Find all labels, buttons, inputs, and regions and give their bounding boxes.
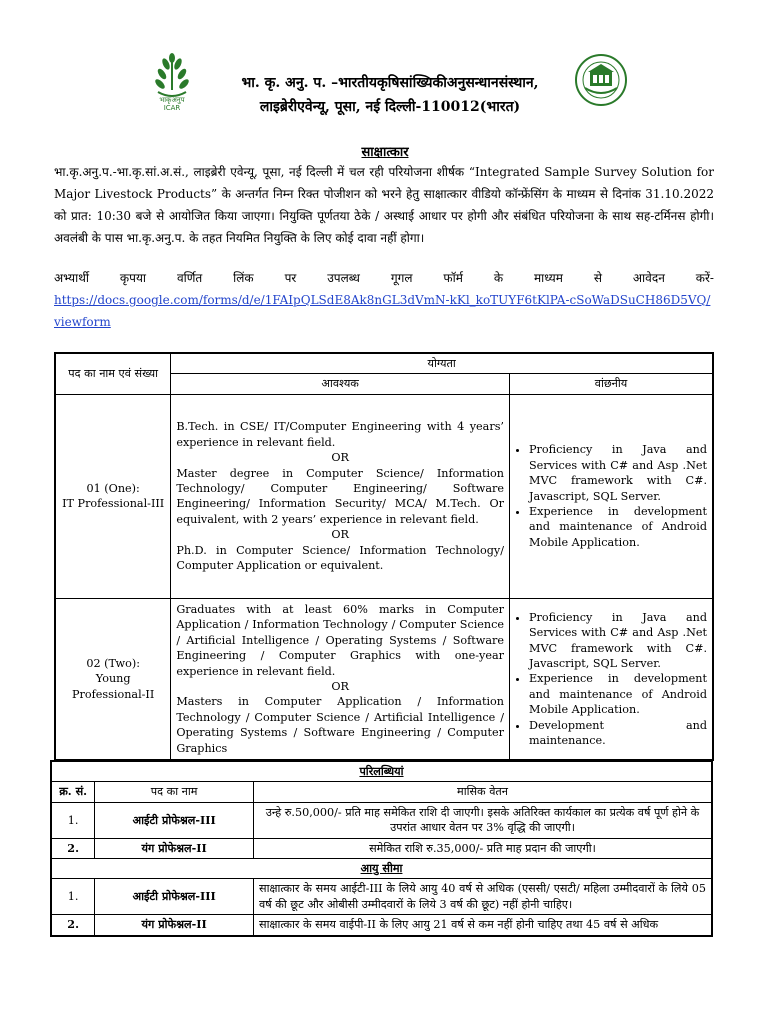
essential-line: Master degree in Computer Science/ Information Technology/ Computer Engineering/ Software Engineering/ Information Security/ MCA/ M.Tech. Or equivalent, with 2 years’ experience in relevant field. [176, 466, 504, 526]
essential-line: B.Tech. in CSE/ IT/Computer Engineering with 4 years’ experience in relevant field. [176, 420, 504, 449]
essential-or: OR [331, 451, 349, 465]
age-title-row [51, 859, 712, 879]
salary-cell: समेकित राशि रु.35,000/- प्रति माह प्रदान की जाएगी। [254, 838, 712, 858]
qualification-header-row [55, 353, 713, 374]
list-item: • Development and maintenance. [529, 718, 707, 749]
table-row [51, 915, 712, 936]
intro-paragraph: भा.कृ.अनु.प.-भा.कृ.सां.अ.सं., लाइब्रेरी एवेन्यू, पूसा, नई दिल्ली में चल रही परियोजना शीर्षक “Integrated Sample Survey Solution for Major Livestock Products” के अन्तर्गत निम्न रिक्त पोजीशन को भरने हेतु साक्षात्कार वीडियो कॉन्फ्रेंसिंग के माध्यम से दिनांक 31.10.2022 को प्रात: 10:30 बजे से आयोजित किया जाएगा। नियुक्ति पूर्णतया ठेके / अस्थाई आधार पर होगी और संबंधित परियोजना के साथ सह-टर्मिनस होगी। अवलंबी के पास भा.कृ.अनु.प. के तहत नियमित नियुक्ति के लिए कोई दावा नहीं होगा। [54, 165, 714, 245]
sno-cell: 2. [51, 915, 95, 936]
emoluments-header-row [51, 782, 712, 802]
post-cell: यंग प्रोफेश्नल-II [95, 915, 254, 936]
google-form-link[interactable]: https://docs.google.com/forms/d/e/1FAIpQLSdE8Ak8nGL3dVmN-kKl_koTUYF6tKlPA-cSoWaDSuCH86D5VQ/viewform [54, 293, 711, 329]
essential-or: OR [331, 528, 349, 542]
post-cell: यंग प्रोफेश्नल-II [95, 838, 254, 858]
apply-paragraph [54, 267, 714, 333]
post-cell: आईटी प्रोफेश्नल-III [95, 802, 254, 838]
list-item: • Proficiency in Java and Services with C# and Asp .Net MVC framework with C#. Javascript, SQL Server. [529, 442, 707, 504]
org-address-line2: लाइब्रेरीएवेन्यू, पूसा, नई दिल्ली-110012(भारत) [259, 99, 521, 115]
age-cell: साक्षात्कार के समय वाईपी-II के लिए आयु 21 वर्ष से कम नहीं होनी चाहिए तथा 45 वर्ष से अधिक [254, 915, 712, 936]
salary-cell: उन्हे रु.50,000/- प्रति माह समेकित राशि दी जाएगी। इसके अतिरिक्त कार्यकाल का प्रत्येक वर्ष पूर्ण होने के उपरांत आधार वेतन पर 3% वृद्धि की जाएगी। [254, 802, 712, 838]
table-row [55, 598, 713, 760]
svg-text:भाकृअनुप: भाकृअनुप [159, 96, 185, 104]
essential-cell [171, 394, 510, 598]
sno-cell: 2. [51, 838, 95, 858]
post-cell: आईटी प्रोफेश्नल-III [95, 879, 254, 915]
table-row [51, 879, 712, 915]
salary-column-header: मासिक वेतन [254, 782, 712, 802]
emoluments-table [50, 760, 713, 937]
list-item: • Experience in development and maintenance of Android Mobile Application. [529, 504, 707, 550]
age-limit-title: आयु सीमा [51, 859, 712, 879]
qualification-column-header: योग्यता [171, 353, 713, 374]
qualification-table [54, 352, 714, 761]
letterhead [0, 45, 770, 125]
org-name-line1: भा. कृ. अनु. प. –भारतीयकृषिसांख्यिकीअनुसन्धानसंस्थान, [241, 75, 539, 91]
sno-cell: 1. [51, 802, 95, 838]
icar-logo [150, 50, 194, 112]
post-column-header: पद का नाम [95, 782, 254, 802]
post-column-header: पद का नाम एवं संख्या [55, 353, 171, 394]
emoluments-title: परिलब्धियां [51, 761, 712, 782]
list-item: • Proficiency in Java and Services with C# and Asp .Net MVC framework with C#. Javascript, SQL Server. [529, 610, 707, 672]
age-cell: साक्षात्कार के समय आईटी-III के लिये आयु 40 वर्ष से अधिक (एससी/ एसटी/ महिला उम्मीदवारों के लिये 05 वर्ष की छूट और ओबीसी उम्मीदवारों के लिये 3 वर्ष की छूट) नहीं होनी चाहिए। [254, 879, 712, 915]
svg-text:ICAR: ICAR [163, 104, 181, 112]
table-row [51, 802, 712, 838]
essential-cell [171, 598, 510, 760]
table-row [55, 394, 713, 598]
essential-or: OR [331, 680, 349, 694]
sno-column-header: क्र. सं. [51, 782, 95, 802]
essential-line: Graduates with at least 60% marks in Computer Application / Information Technology / Computer Science / Artificial Intelligence / Operating Systems / Software Engineering / Computer Graphics with one-year experience in relevant field. [176, 603, 504, 678]
essential-column-header: आवश्यक [171, 374, 510, 394]
desirable-list [515, 610, 707, 749]
desirable-cell [510, 598, 714, 760]
essential-line: Ph.D. in Computer Science/ Information Technology/ Computer Application or equivalent. [176, 543, 504, 572]
emoluments-title-row [51, 761, 712, 782]
iasri-seal-logo [573, 50, 629, 114]
desirable-cell [510, 394, 714, 598]
post-cell: 02 (Two): Young Professional-II [55, 598, 171, 760]
table-row [51, 838, 712, 858]
interview-heading: साक्षात्कार [361, 145, 409, 160]
apply-text: अभ्यार्थी कृपया वर्णित लिंक पर उपलब्ध गूगल फॉर्म के माध्यम से आवेदन करें- [54, 271, 714, 285]
essential-line: Masters in Computer Application / Information Technology / Computer Science / Artificial Intelligence / Operating Systems / Software Engineering / Computer Graphics [176, 695, 504, 755]
desirable-list [515, 442, 707, 550]
post-cell: 01 (One): IT Professional-III [55, 394, 171, 598]
sno-cell: 1. [51, 879, 95, 915]
desirable-column-header: वांछनीय [510, 374, 714, 394]
list-item: • Experience in development and maintenance of Android Mobile Application. [529, 671, 707, 717]
